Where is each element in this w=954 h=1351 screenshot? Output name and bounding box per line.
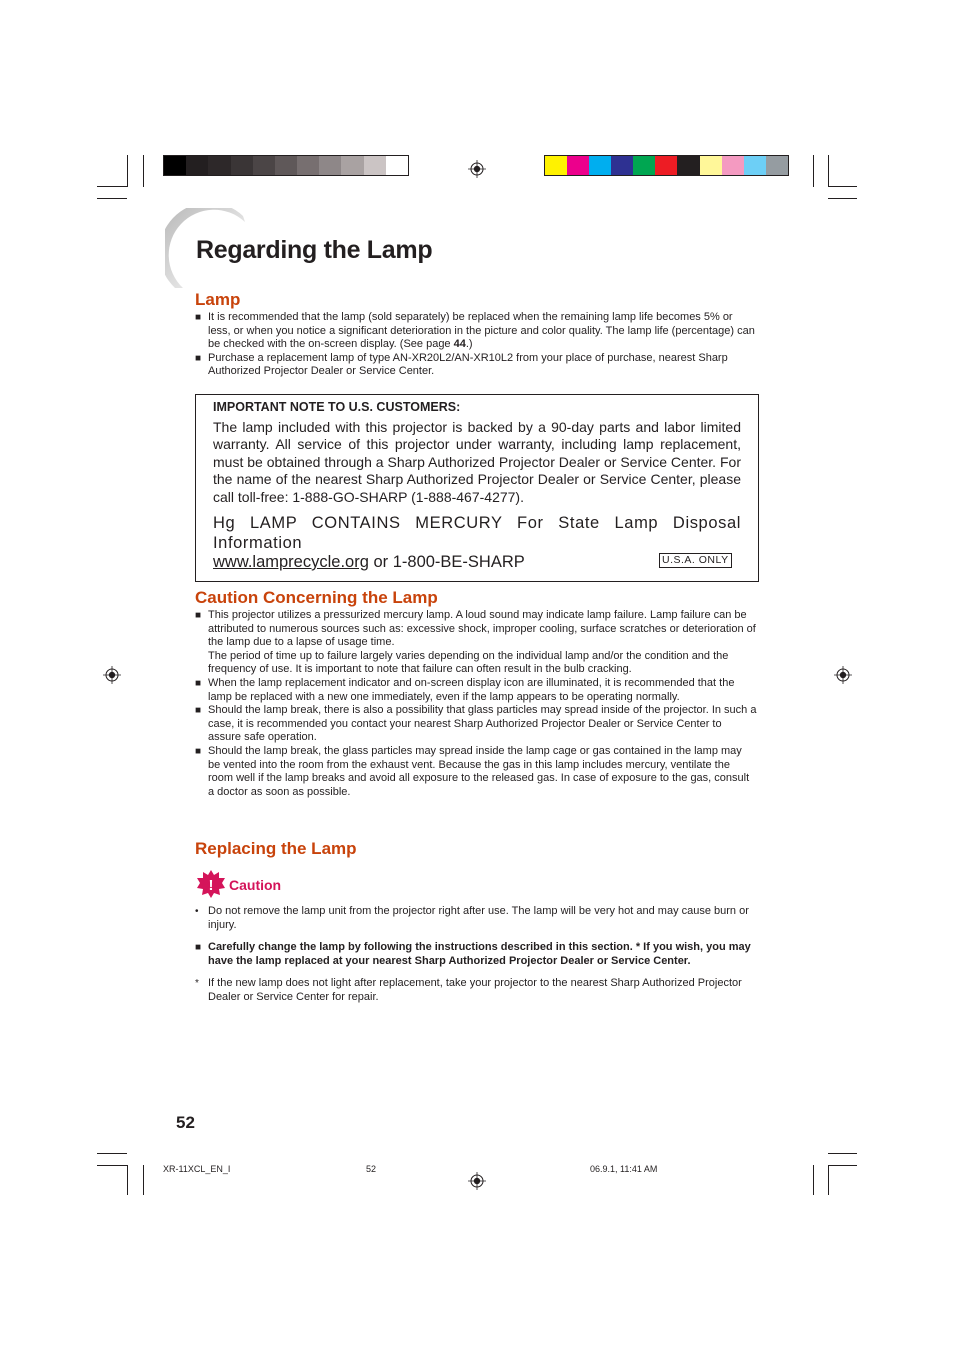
bullet-square-icon: ■ <box>195 942 202 954</box>
mercury-disposal-line: Hg LAMP CONTAINS MERCURY For State Lamp Disposal Information <box>213 514 741 552</box>
color-swatch <box>364 156 386 175</box>
list-item: ■ Should the lamp break, there is also a possibility that glass particles may spread inside of the projector. In such a case, it is recommended you contact your nearest Sharp Authorized Projector Dealer or Service Center to assure safe operation. <box>195 704 757 744</box>
caution-label: Caution <box>229 877 282 893</box>
color-swatch <box>611 156 633 175</box>
list-item: ■ This projector utilizes a pressurized mercury lamp. A loud sound may indicate lamp failure. Lamp failure can be attributed to numerous sources such as: excessive shock, improper cooling, surface scratches or deterioration of the lamp due to a lapse of usage time. The period of time up to failure largely varies depending on the individual lamp and/or the condition and the frequency of use. It is important to note that failure can often result in the bulb cracking. <box>195 609 756 676</box>
list-item: ■ Purchase a replacement lamp of type AN-XR20L2/AN-XR10L2 from your place of purchase, nearest Sharp Authorized Projector Dealer or Service Center. <box>195 351 728 378</box>
color-swatch <box>164 156 186 175</box>
crop-mark <box>97 198 127 199</box>
crop-mark <box>828 186 857 187</box>
lamp-list <box>195 311 757 379</box>
notice-title: IMPORTANT NOTE TO U.S. CUSTOMERS: <box>213 400 461 414</box>
color-swatch <box>766 156 788 175</box>
website-link[interactable]: www.lamprecycle.org <box>213 553 369 571</box>
list-item: ■ It is recommended that the lamp (sold separately) be replaced when the remaining lamp life becomes 5% or less, or when you notice a significant deterioration in the picture and color quality. The lamp life (percentage) can be checked with the on-screen display. (See page 44.) <box>195 311 755 351</box>
list-item: * If the new lamp does not light after replacement, take your projector to the nearest Sharp Authorized Projector Dealer or Service Center for repair. <box>195 977 742 1003</box>
color-swatch <box>633 156 655 175</box>
bullet-square-icon: ■ <box>195 352 202 364</box>
notice-body: The lamp included with this projector is backed by a 90-day parts and labor limited warranty. All service of this projector under warranty, including lamp replacement, must be obtained through a Sharp Authorized Projector Dealer or Service Center. For the name of the nearest Sharp Authorized Projector Dealer or Service Center, please call toll-free: 1-888-GO-SHARP (1-888-467-4277). <box>213 419 741 505</box>
color-swatch <box>677 156 699 175</box>
caution-list <box>195 609 757 799</box>
page-title: Regarding the Lamp <box>196 236 433 264</box>
disposal-contact: www.lamprecycle.org or 1-800-BE-SHARP <box>213 553 525 571</box>
registration-mark-icon <box>103 666 121 684</box>
bullet-dot-icon: • <box>195 906 199 917</box>
crop-mark <box>97 1165 127 1166</box>
color-swatch <box>700 156 722 175</box>
list-item: ■ When the lamp replacement indicator and on-screen display icon are illuminated, it is recommended that the lamp be replaced with a new one immediately, even if the lamp appears to be operating normally. <box>195 676 735 703</box>
crop-mark <box>828 155 829 187</box>
crop-mark <box>813 1165 814 1195</box>
crop-mark <box>828 1165 829 1195</box>
region-badge: U.S.A. ONLY <box>659 553 732 568</box>
color-swatch <box>231 156 253 175</box>
bullet-square-icon: ■ <box>195 677 202 689</box>
process-color-bar <box>544 155 789 176</box>
registration-mark-icon <box>468 1172 486 1190</box>
page-number: 52 <box>176 1113 195 1132</box>
footer-timestamp: 06.9.1, 11:41 AM <box>590 1164 658 1174</box>
registration-mark-icon <box>468 160 486 178</box>
footer-file: XR-11XCL_EN_I <box>163 1164 231 1174</box>
us-customers-notice-box <box>195 394 759 582</box>
registration-mark-icon <box>834 666 852 684</box>
crop-mark <box>813 155 814 187</box>
color-swatch <box>545 156 567 175</box>
color-swatch <box>297 156 319 175</box>
crop-mark <box>143 155 144 187</box>
crop-mark <box>127 155 128 187</box>
page-reference: 44 <box>453 338 466 351</box>
color-swatch <box>275 156 297 175</box>
crop-mark <box>97 1153 127 1154</box>
color-swatch <box>208 156 230 175</box>
bullet-square-icon: ■ <box>195 312 202 323</box>
caution-burst-icon <box>197 870 225 898</box>
section-heading-replacing: Replacing the Lamp <box>195 839 357 858</box>
caution-exclamation: ! <box>208 877 214 894</box>
color-swatch <box>319 156 341 175</box>
replacing-list <box>195 905 757 1005</box>
crop-mark <box>828 198 857 199</box>
bullet-square-icon: ■ <box>195 745 202 757</box>
bullet-square-icon: ■ <box>195 705 202 717</box>
crop-mark <box>828 1165 857 1166</box>
asterisk-mark: * <box>195 978 199 990</box>
grayscale-color-bar <box>163 155 409 176</box>
color-swatch <box>589 156 611 175</box>
color-swatch <box>186 156 208 175</box>
color-swatch <box>567 156 589 175</box>
crop-mark <box>828 1153 857 1154</box>
footer-sheet: 52 <box>366 1164 377 1174</box>
color-swatch <box>744 156 766 175</box>
list-item: • Do not remove the lamp unit from the projector right after use. The lamp will be very hot and may cause burn or injury. <box>195 905 749 931</box>
list-item: ■ Carefully change the lamp by following the instructions described in this section. * If you wish, you may have the lamp replaced at your nearest Sharp Authorized Projector Dealer or Service Center. <box>195 941 751 967</box>
section-heading-caution: Caution Concerning the Lamp <box>195 588 438 607</box>
bullet-square-icon: ■ <box>195 610 202 621</box>
crop-mark <box>97 186 127 187</box>
color-swatch <box>655 156 677 175</box>
crop-mark <box>143 1165 144 1195</box>
section-heading-lamp: Lamp <box>195 290 241 309</box>
color-swatch <box>341 156 363 175</box>
color-swatch <box>722 156 744 175</box>
crop-mark <box>127 1165 128 1195</box>
list-item: ■ Should the lamp break, the glass particles may spread inside the lamp cage or gas contained in the lamp may be vented into the room from the exhaust vent. Because the gas in this lamp includes mercury, ventilate the room well if the lamp breaks and avoid all exposure to the released gas. In case of exposure to the gas, consult a doctor as soon as possible. <box>195 744 750 798</box>
color-swatch <box>253 156 275 175</box>
color-swatch <box>386 156 408 175</box>
